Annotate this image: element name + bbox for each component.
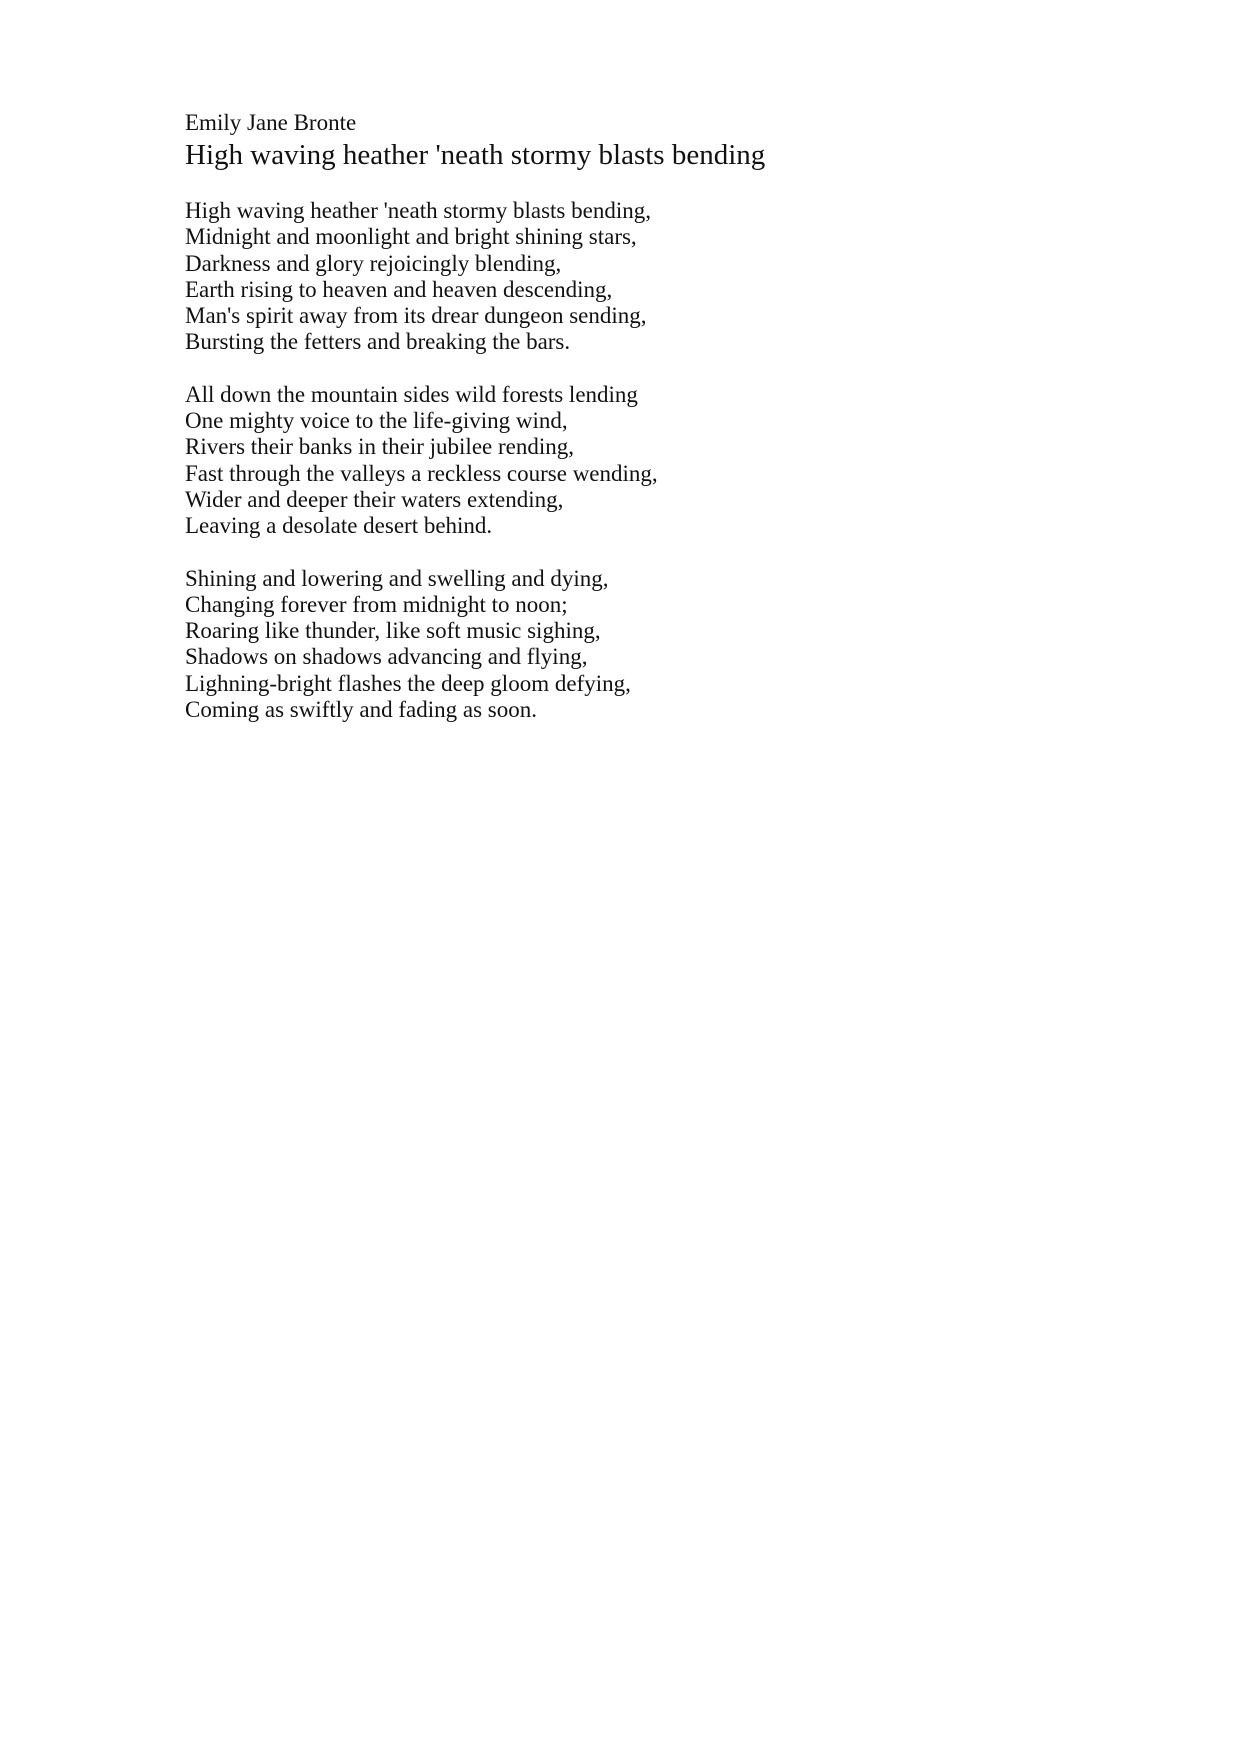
poem-line: Lighning-bright flashes the deep gloom defying, bbox=[185, 670, 631, 696]
poem-line: Changing forever from midnight to noon; bbox=[185, 591, 568, 617]
poem-line: Roaring like thunder, like soft music sighing, bbox=[185, 618, 601, 644]
poem-line: Man's spirit away from its drear dungeon sending, bbox=[185, 303, 647, 329]
poem-line: Wider and deeper their waters extending, bbox=[185, 486, 564, 512]
poem-line: High waving heather 'neath stormy blasts bending, bbox=[185, 198, 651, 223]
document-page bbox=[185, 108, 1185, 749]
poem-line: All down the mountain sides wild forests lending bbox=[185, 381, 638, 407]
poem-line: Earth rising to heaven and heaven descending, bbox=[185, 276, 613, 302]
poem-line: Shadows on shadows advancing and flying, bbox=[185, 644, 588, 670]
stanza-3 bbox=[185, 566, 1185, 724]
poem-line: One mighty voice to the life-giving wind, bbox=[185, 408, 568, 434]
poem-title: High waving heather 'neath stormy blasts bending bbox=[185, 139, 766, 171]
poem-line: Darkness and glory rejoicingly blending, bbox=[185, 250, 562, 276]
poem-line: Coming as swiftly and fading as soon. bbox=[185, 697, 537, 723]
poem-line: Leaving a desolate desert behind. bbox=[185, 513, 493, 539]
stanza-2 bbox=[185, 382, 1185, 540]
poem-line: Shining and lowering and swelling and dying, bbox=[185, 565, 609, 591]
poem-line: Midnight and moonlight and bright shining stars, bbox=[185, 224, 637, 250]
author-name: Emily Jane Bronte bbox=[185, 110, 357, 135]
poem-line: Bursting the fetters and breaking the bars. bbox=[185, 329, 571, 355]
stanza-1 bbox=[185, 198, 1185, 356]
poem-line: Rivers their banks in their jubilee rending, bbox=[185, 434, 574, 460]
poem-line: Fast through the valleys a reckless course wending, bbox=[185, 460, 658, 486]
